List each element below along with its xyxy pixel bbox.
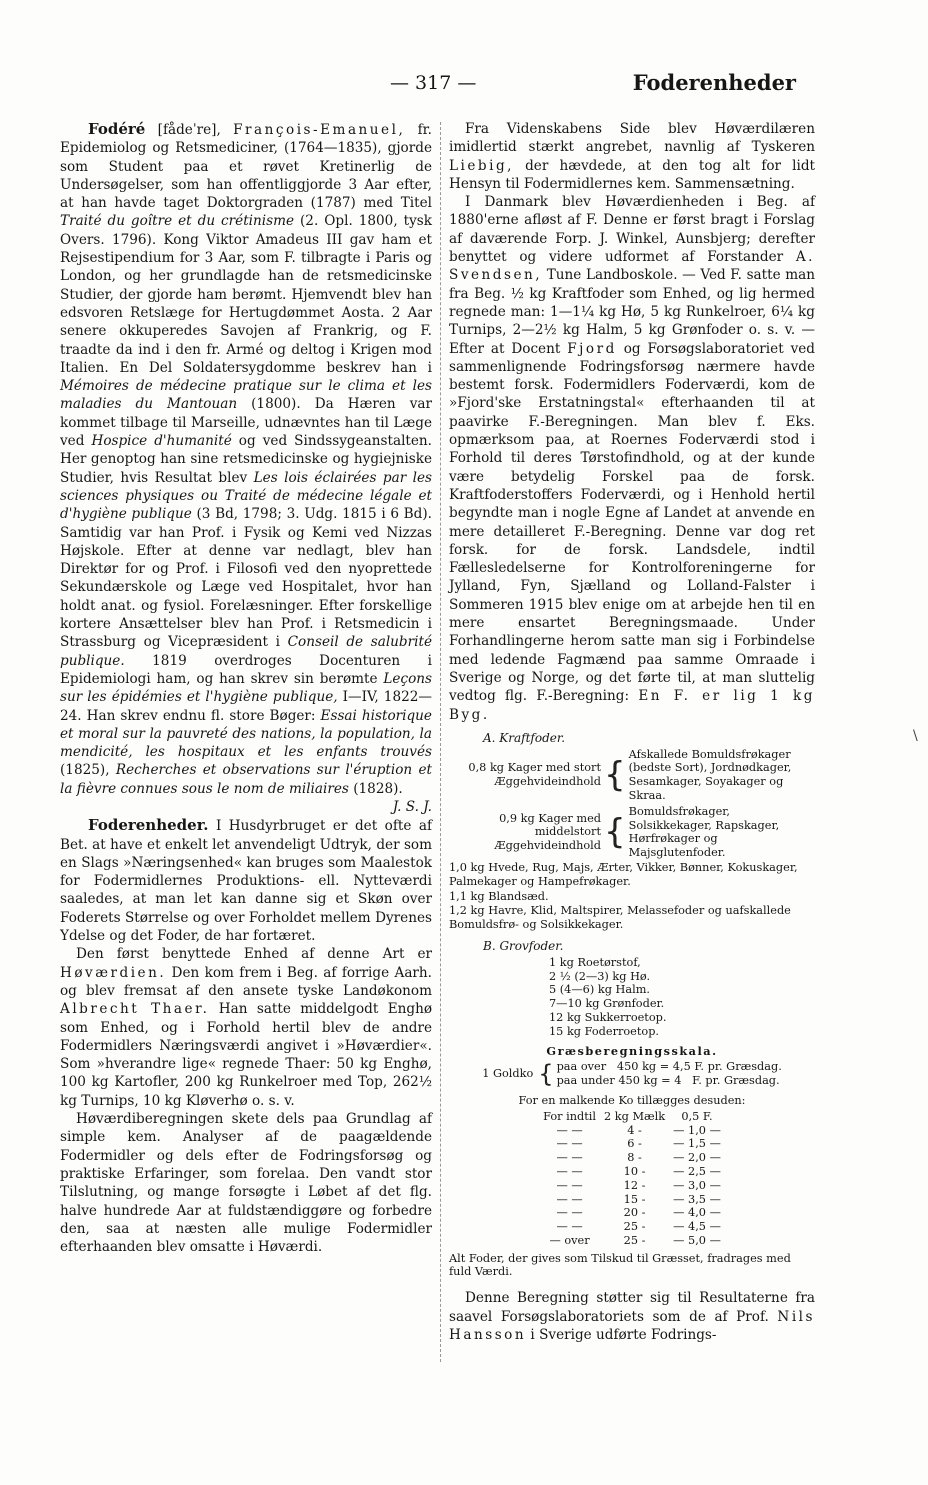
person-name: Fjord <box>567 340 617 357</box>
table-cell: — over <box>549 1233 590 1247</box>
margin-mark: \ <box>913 728 918 744</box>
text-run: og Forsøgslaboratoriet ved sammenlignende Fodringsforsøg nærmere havde bestemt forsk. Fodermidlers Foderværdi, kom de »Fjord'ske Erstatningstal« efterhaanden til at paavirke F.-Beregningen. Man blev f. Eks. opmærksom paa, at Roernes Foderværdi stod i Forhold til deres Tørstofindhold, og at der kunde være betydelig Forskel paa de forsk. Kraftfoderstoffers Foderværdi, og i Henhold hertil begyndte man i nogle Egne af Landet at anvende en mere detailleret F.-Beregning. Denne var dog ret forsk. for de forsk. Landsdele, indtil Fællesledelserne for Kontrolforeningerne for Jylland, Fyn, Sjælland og Lolland-Falster i Sommeren 1915 blev enige om at arbejde hen til en mere ensartet Beregningsmaade. Under Forhandlingerne herom satte man sig i Forbindelse med ledende Fagmænd paa samme Omraade i Sverige og Norge, og det førte til, at man sluttelig vedtog flg. F.-Beregning: <box>449 340 815 705</box>
row-items: Bomuldsfrøkager, Solsikkekager, Rapskager, Hørfrøkager og Majsglutenfoder. <box>628 804 780 860</box>
paragraph <box>60 945 432 1110</box>
column-divider <box>440 122 441 1362</box>
row-label: 0,9 kg Kager med middelstort Æggehvideindhold <box>494 811 601 853</box>
headword-fodere: Fodéré <box>88 120 146 138</box>
definition-statement: En F. er lig 1 kg Byg. <box>449 688 815 723</box>
running-title: Foderenheder <box>632 70 796 95</box>
table-row <box>539 1137 725 1151</box>
table-cell: 4 - <box>627 1123 642 1137</box>
table-header-row <box>539 1110 725 1124</box>
list-item: 1 kg Roetørstof, <box>549 955 641 969</box>
page-number: — 317 — <box>390 72 477 94</box>
rate-line: paa over 450 kg = 4,5 F. pr. Græsdag. <box>556 1060 782 1074</box>
table-cell: — 3,0 — <box>673 1178 721 1192</box>
text-run: (1800). Da Hæren var kommet tilbage til Marseille, udnævntes han til Læge ved <box>60 396 432 450</box>
table-cell: 10 - <box>623 1164 646 1178</box>
goldko-row <box>449 1060 815 1088</box>
text-run: der hævdede, at den tog alt for lidt Hensyn til Fodermidlernes kem. Sammensætning. <box>449 157 815 192</box>
paragraph: Høværdiberegningen skete dels paa Grundlag af simple kem. Analyser af de paagældende Fodermidler og dels efter de Fodringsforsøg og praktiske Erfaringer, som forelaa. Den vandt stor Tilslutning, og mange forsøgte i Løbet af det flg. halve hundrede Aar at fuldstændiggøre og forbedre den, saa at næsten alle mulige Fodermidler efterhaanden blev omsatte i Høværdi. <box>60 1111 432 1256</box>
table-row <box>539 1179 725 1193</box>
text-run: Fra Videnskabens Side blev Høværdilæren imidlertid stærkt angrebet, navnlig af Tyskeren <box>449 121 815 156</box>
table-cell: — — <box>556 1220 583 1234</box>
brace-glyph: { <box>604 812 626 853</box>
table-cell: — 2,0 — <box>673 1151 721 1165</box>
table-cell: — 4,5 — <box>673 1220 721 1234</box>
milk-table <box>539 1110 725 1248</box>
left-column <box>60 120 432 1256</box>
table-cell: — 5,0 — <box>673 1233 721 1247</box>
table-row: 1,0 kg Hvede, Rug, Majs, Ærter, Vikker, Bønner, Kokuskager, Palmekager og Hampefrøkager. <box>449 860 798 888</box>
milk-heading: For en malkende Ko tillægges desuden: <box>518 1093 746 1107</box>
table-row: 1,2 kg Havre, Klid, Maltspirer, Melassefoder og uafskallede Bomuldsfrø- og Solsikkekager. <box>449 904 791 932</box>
pronunciation: [fådeˈre], <box>145 122 234 138</box>
table-cell: 6 - <box>627 1137 642 1151</box>
text-run: i Sverige udførte Fodrings- <box>526 1326 717 1343</box>
table-cell: — — <box>556 1164 583 1178</box>
list-item: 2 ½ (2—3) kg Hø. <box>549 969 651 983</box>
right-column <box>449 120 815 1344</box>
person-name: Liebig, <box>449 157 514 174</box>
table-cell: — 1,5 — <box>673 1137 721 1151</box>
person-name: François-Emanuel, <box>233 122 406 138</box>
paragraph <box>449 1289 815 1344</box>
text-run: Han satte middelgodt Enghø som Enhed, og i Forhold hertil blev de andre Fodermidlers Næringsværdi angivet i »Høværdier«. Som »hverandre lige« regnede Thaer: 50 kg Enghø, 100 kg Kartofler, 200 kg Runkelroer med Top, 262½ kg Turnips, 10 kg Kløverhø o. s. v. <box>60 1001 433 1109</box>
text-run: (2. Opl. 1800, tysk Overs. 1796). Kong Viktor Amadeus III gav ham et Rejsestipendium for 3 Aar, som F. tilbragte i Paris og London, og her grundlagde han de retsmedicinske Studier, der gjorde ham berømt. Hjemvendt blev han edsvoren Retslæge for Hertugdømmet Aosta. 2 Aar senere okkuperedes Savojen af Frankrig, og F. traadte da ind i den fr. Armé og deltog i Krigen mod Italien. En Del Soldatersygdomme beskrev han i <box>60 213 432 376</box>
table-cell: — — <box>556 1137 583 1151</box>
book-title: Leçons sur les épidémies et l'hygiène publique, <box>60 670 432 706</box>
book-title: Les lois éclairées par les sciences physiques ou Traité de médecine légale et d'hygiène publique <box>60 469 432 523</box>
table-cell: 25 - <box>623 1220 646 1234</box>
table-cell: 25 - <box>623 1233 646 1247</box>
text-run: Tune Landboskole. — Ved F. satte man fra Beg. ½ kg Kraftfoder som Enhed, og lig hermed regnede man: 1—1¼ kg Hø, 5 kg Runkelroer, 6¼ kg Turnips, 2—2½ kg Halm, 5 kg Grønfoder o. s. v. — Efter at Docent <box>449 267 815 357</box>
entry-fodere <box>60 120 432 798</box>
list-item: 12 kg Sukkerroetop. <box>549 1010 667 1024</box>
book-title: Traité du goître et du crétinisme <box>60 213 295 230</box>
table-row <box>539 1220 725 1234</box>
brace-glyph: { <box>604 755 626 796</box>
text-run: I Danmark blev Høværdienheden i Beg. af 1880'erne afløst af F. Denne er først bragt i Forslag af daværende Forp. J. Winkel, Aunsbjerg; derefter benyttet og videre udformet af Forstander <box>449 194 815 266</box>
text-run: og ved Sindssygeanstalten. Her genoptog han sine retsmedicinske og hygiejniske Studier, hvis Resultat blev <box>60 433 433 486</box>
grass-scale-heading: Græsberegningsskala. <box>546 1043 718 1058</box>
table-cell: 15 - <box>623 1192 646 1206</box>
table-cell: 8 - <box>627 1151 642 1165</box>
person-name: Nils Hansson <box>449 1308 815 1343</box>
paragraph <box>449 120 815 193</box>
book-title: Essai historique et moral sur la pauvreté des nations, la population, la mendicité, les hospitaux et les enfants trouvés <box>60 707 432 761</box>
row-label: 0,8 kg Kager med stort Æggehvideindhold <box>468 761 601 789</box>
spaced-term: Høværdien. <box>60 964 167 981</box>
table-cell: — — <box>556 1206 583 1220</box>
grovfoder-list <box>549 956 815 1039</box>
table-row: 1,1 kg Blandsæd. <box>449 889 549 903</box>
headword-foderenheder: Foderenheder. <box>88 816 209 835</box>
table-cell: — — <box>556 1151 583 1165</box>
person-name: Albrecht Thaer. <box>60 1001 210 1018</box>
table-row <box>449 748 815 803</box>
kraftfoder-table <box>449 732 815 1279</box>
text-run: (3 Bd, 1798; 3. Udg. 1815 i 6 Bd). Samtidig var han Prof. i Fysik og Kemi ved Nizzas Højskole. Efter at denne var nedlagt, blev han Direktør for og Prof. i Filosofi ved den nyoprettede Sekundærskole og Læge ved Hospitalet, hvor han holdt anat. og fysiol. Forelæsninger. Efter forskellige kortere Ansættelser blev han Prof. i Retsmedicin i Strassburg og Vicepræsident i <box>60 506 432 651</box>
table-row <box>539 1193 725 1207</box>
text-run: Denne Beregning støtter sig til Resultaterne fra saavel Forsøgslaboratoriets som de af Prof. <box>449 1290 815 1325</box>
table-cell: 20 - <box>623 1206 646 1220</box>
institution-name: Conseil de salubrité publique. <box>60 634 432 669</box>
table-row <box>539 1165 725 1179</box>
table-row <box>539 1234 725 1248</box>
column-header: 2 kg Mælk <box>604 1109 666 1123</box>
table-row <box>539 1151 725 1165</box>
table-cell: — — <box>556 1123 583 1137</box>
rate-line: paa under 450 kg = 4 F. pr. Græsdag. <box>556 1074 780 1088</box>
text-run: I—IV, 1822—24. Han skrev endnu fl. store Bøger: <box>60 689 432 724</box>
table-cell: — 2,5 — <box>673 1164 721 1178</box>
list-item: 15 kg Foderroetop. <box>549 1024 660 1038</box>
book-title: Recherches et observations sur l'éruption et la fièvre connues sous le nom de miliaires <box>60 762 432 797</box>
brace-glyph: { <box>538 1060 554 1089</box>
author-signature <box>60 798 432 816</box>
text-run: (1828). <box>348 780 403 797</box>
table-cell: — — <box>556 1178 583 1192</box>
table-cell: — 4,0 — <box>673 1206 721 1220</box>
table-cell: — 3,5 — <box>673 1192 721 1206</box>
entry-foderenheder <box>60 816 432 945</box>
column-header: 0,5 F. <box>681 1109 713 1123</box>
table-row <box>539 1206 725 1220</box>
person-name: A. Svendsen, <box>449 249 815 284</box>
text-run: (1825), <box>60 762 116 779</box>
table-cell: — — <box>556 1192 583 1206</box>
paragraph <box>449 193 815 724</box>
text-run: fr. Epidemiolog og Retsmediciner, (1764—1835), gjorde som Student paa et røvet Kretinerlig de Undersøgelser, som han offentliggjorde 3 Aar efter, at han havde taget Doktorgraden (1787) med Titel <box>60 122 432 212</box>
institution-name: Hospice d'humanité <box>91 433 232 450</box>
text-run: Den kom frem i Beg. af forrige Aarh. og blev fremsat af den ansete tyske Landøkonom <box>60 964 432 999</box>
table-row <box>539 1124 725 1138</box>
text-run: 1819 overdroges Docenturen i Epidemiologi ham, og han skrev sin berømte <box>60 652 432 687</box>
list-item: 7—10 kg Grønfoder. <box>549 997 665 1011</box>
text-run: I Husdyrbruget er det ofte af Bet. at have et enkelt let anvendeligt Udtryk, der som en Slags »Næringsenhed« kan bruges som Maalestok for Fodermidlernes Produktions- ell. Nytteværdi saaledes, at man let kan danne sig et Skøn over Foderets Størrelse og over Forholdet mellem Dyrenes Ydelse og det Foder, de har fortæret. <box>60 818 432 945</box>
text-run: Den først benyttede Enhed af denne Art er <box>76 946 432 963</box>
row-label: 1 Goldko <box>482 1067 534 1081</box>
book-title: Mémoires de médecine pratique sur le clima et les maladies du Mantouan <box>60 378 432 413</box>
table-cell: — 1,0 — <box>673 1123 721 1137</box>
section-heading: A. Kraftfoder. <box>483 730 566 745</box>
section-heading: B. Grovfoder. <box>483 938 564 953</box>
column-header: For indtil <box>543 1109 597 1123</box>
row-items: Afskallede Bomuldsfrøkager (bedste Sort), Jordnødkager, Sesamkager, Soyakager og Skraa. <box>628 747 792 802</box>
table-cell: 12 - <box>623 1178 646 1192</box>
table-row <box>449 805 815 860</box>
signature-text: J. S. J. <box>392 798 432 815</box>
list-item: 5 (4—6) kg Halm. <box>549 983 651 997</box>
row-items <box>557 1060 782 1088</box>
milk-note: Alt Foder, der gives som Tilskud til Græsset, fradrages med fuld Værdi. <box>449 1251 791 1279</box>
